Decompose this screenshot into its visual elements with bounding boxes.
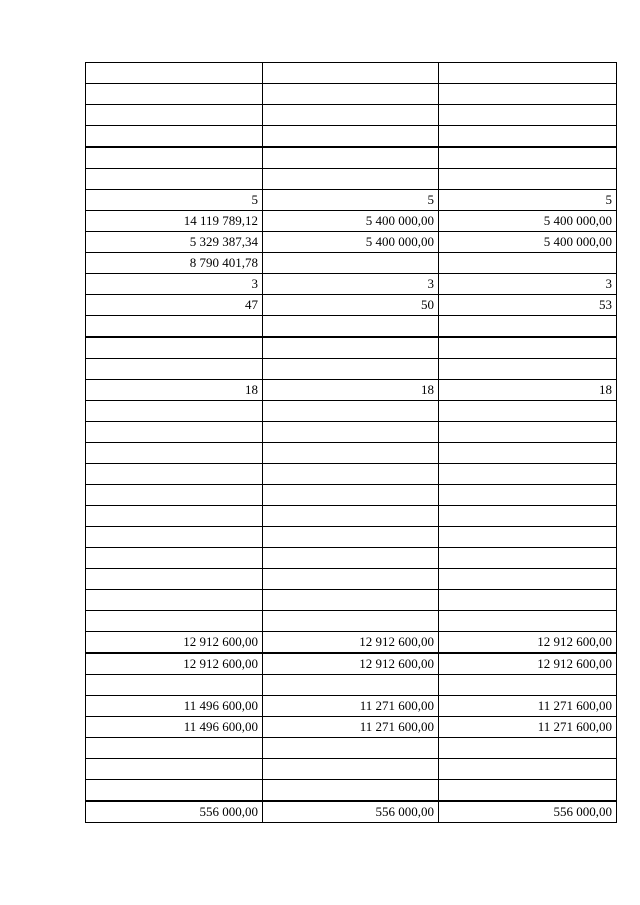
table-row — [86, 738, 617, 759]
table-cell: 3 — [263, 274, 439, 295]
table-cell — [263, 738, 439, 759]
table-cell: 50 — [263, 295, 439, 316]
table-cell — [439, 401, 617, 422]
table-cell — [439, 105, 617, 126]
table-row — [86, 63, 617, 84]
table-cell: 11 496 600,00 — [86, 696, 263, 717]
table-cell — [86, 105, 263, 126]
table-row — [86, 126, 617, 148]
table-row — [86, 295, 617, 316]
table-cell: 11 271 600,00 — [439, 696, 617, 717]
table-cell — [263, 147, 439, 169]
table-row — [86, 801, 617, 823]
table-cell: 11 271 600,00 — [439, 717, 617, 738]
table-cell — [439, 611, 617, 632]
table-cell — [86, 84, 263, 105]
table-cell: 18 — [439, 380, 617, 401]
table-cell — [86, 780, 263, 802]
table-row — [86, 274, 617, 295]
table-cell: 5 — [263, 190, 439, 211]
table-cell — [263, 422, 439, 443]
table-cell — [439, 485, 617, 506]
table-row — [86, 611, 617, 632]
table-row — [86, 527, 617, 548]
table-cell: 12 912 600,00 — [439, 632, 617, 654]
table-cell — [86, 590, 263, 611]
table-cell — [439, 84, 617, 105]
table-cell — [86, 464, 263, 485]
table-cell — [439, 359, 617, 380]
table-row — [86, 316, 617, 338]
table-cell: 12 912 600,00 — [263, 632, 439, 654]
table-cell — [86, 126, 263, 148]
table-cell: 12 912 600,00 — [86, 653, 263, 675]
table-cell: 53 — [439, 295, 617, 316]
table-cell — [263, 316, 439, 338]
table-cell — [439, 169, 617, 190]
table-row — [86, 253, 617, 274]
table-cell — [263, 443, 439, 464]
table-cell — [86, 738, 263, 759]
table-cell — [86, 422, 263, 443]
table-cell — [86, 611, 263, 632]
table-cell — [86, 506, 263, 527]
table-cell — [86, 443, 263, 464]
table-row — [86, 717, 617, 738]
table-row — [86, 780, 617, 802]
table-row — [86, 632, 617, 654]
table-cell — [439, 253, 617, 274]
table-cell: 18 — [263, 380, 439, 401]
table-cell — [263, 464, 439, 485]
table-cell — [439, 464, 617, 485]
table-cell — [263, 359, 439, 380]
table-cell — [86, 759, 263, 780]
table-cell: 47 — [86, 295, 263, 316]
table-cell — [263, 611, 439, 632]
table-cell: 14 119 789,12 — [86, 211, 263, 232]
table-cell: 12 912 600,00 — [86, 632, 263, 654]
table-cell — [263, 253, 439, 274]
table-cell — [263, 84, 439, 105]
table-cell — [439, 527, 617, 548]
table-cell — [439, 738, 617, 759]
table-cell — [263, 569, 439, 590]
table-cell: 5 400 000,00 — [263, 232, 439, 253]
table-row — [86, 232, 617, 253]
table-cell — [86, 316, 263, 338]
table-cell — [439, 675, 617, 696]
table-cell — [439, 147, 617, 169]
table-row — [86, 675, 617, 696]
table-cell: 11 271 600,00 — [263, 717, 439, 738]
table-cell: 11 496 600,00 — [86, 717, 263, 738]
table-cell — [263, 780, 439, 802]
table-cell — [263, 527, 439, 548]
table-row — [86, 464, 617, 485]
table-cell: 12 912 600,00 — [263, 653, 439, 675]
table-row — [86, 485, 617, 506]
table-row — [86, 337, 617, 359]
table-cell — [263, 506, 439, 527]
table-cell — [86, 337, 263, 359]
table-row — [86, 380, 617, 401]
table-cell — [439, 506, 617, 527]
table-cell: 8 790 401,78 — [86, 253, 263, 274]
table-row — [86, 422, 617, 443]
table-row — [86, 506, 617, 527]
table-cell — [439, 422, 617, 443]
table-cell — [439, 759, 617, 780]
table-cell — [439, 780, 617, 802]
table-cell: 18 — [86, 380, 263, 401]
table-cell — [439, 548, 617, 569]
table-cell: 3 — [86, 274, 263, 295]
table-cell — [263, 485, 439, 506]
table-cell: 556 000,00 — [439, 801, 617, 823]
table-cell — [86, 569, 263, 590]
table-cell: 556 000,00 — [263, 801, 439, 823]
table-row — [86, 105, 617, 126]
table-cell — [263, 759, 439, 780]
table-body — [86, 63, 617, 823]
table-cell — [263, 401, 439, 422]
table-cell: 5 329 387,34 — [86, 232, 263, 253]
table-cell: 5 400 000,00 — [439, 232, 617, 253]
table-row — [86, 696, 617, 717]
table-cell — [263, 675, 439, 696]
table-cell: 5 — [86, 190, 263, 211]
table-cell — [439, 63, 617, 84]
table-cell: 3 — [439, 274, 617, 295]
table-cell — [439, 590, 617, 611]
table-cell: 5 400 000,00 — [263, 211, 439, 232]
table-cell — [86, 548, 263, 569]
table-row — [86, 359, 617, 380]
table-cell — [263, 105, 439, 126]
table-cell — [439, 316, 617, 338]
table-cell — [263, 169, 439, 190]
table-cell — [86, 675, 263, 696]
table-row — [86, 84, 617, 105]
table-row — [86, 653, 617, 675]
table-row — [86, 569, 617, 590]
table-cell: 5 — [439, 190, 617, 211]
table-cell — [86, 63, 263, 84]
table-cell — [263, 126, 439, 148]
table-row — [86, 548, 617, 569]
table-row — [86, 147, 617, 169]
table-cell — [86, 401, 263, 422]
table-cell — [263, 548, 439, 569]
table-row — [86, 169, 617, 190]
table-row — [86, 401, 617, 422]
table-cell — [86, 527, 263, 548]
data-table — [85, 62, 617, 823]
table-cell — [439, 569, 617, 590]
table-cell — [439, 337, 617, 359]
table-cell — [86, 359, 263, 380]
table-row — [86, 443, 617, 464]
table-cell — [439, 443, 617, 464]
table-cell — [86, 147, 263, 169]
table-cell — [86, 485, 263, 506]
table-cell: 5 400 000,00 — [439, 211, 617, 232]
table-cell — [86, 169, 263, 190]
table-cell — [263, 63, 439, 84]
table-cell — [439, 126, 617, 148]
table-cell: 12 912 600,00 — [439, 653, 617, 675]
table-cell — [263, 337, 439, 359]
table-cell: 11 271 600,00 — [263, 696, 439, 717]
table-row — [86, 759, 617, 780]
table-row — [86, 590, 617, 611]
table-row — [86, 211, 617, 232]
table-cell: 556 000,00 — [86, 801, 263, 823]
table-cell — [263, 590, 439, 611]
table-row — [86, 190, 617, 211]
